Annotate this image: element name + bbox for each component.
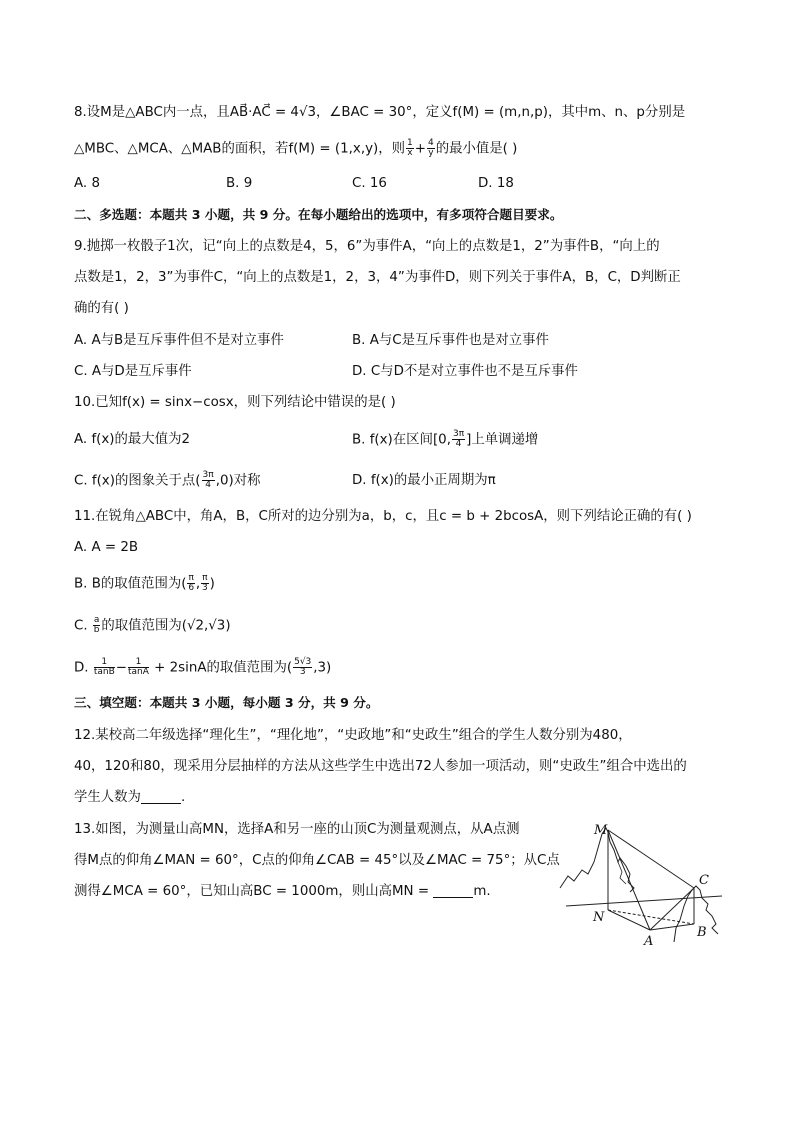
- q10-option-b: [352, 430, 538, 451]
- q10-option-c-text: C. f(x)的图象关于点(: [74, 473, 201, 489]
- mountain-figure: [556, 818, 726, 948]
- q10-line1: 10.已知f(x) = sinx−cosx，则下列结论中错误的是( ): [74, 395, 396, 410]
- q11-option-d: [74, 658, 331, 679]
- q13-line3-end: m.: [473, 884, 491, 899]
- minus-sign: −: [115, 660, 127, 676]
- frac-num: a: [93, 615, 100, 625]
- q8-line2-end: 的最小值是( ): [435, 141, 518, 157]
- q11-option-b: B. B的取值范围为( $\frac{\pi}{6}$ , $\frac{\pi}{3}$ ): [74, 573, 215, 593]
- frac-den: y: [428, 148, 434, 158]
- section-3-heading: 三、填空题：本题共 3 小题，每小题 3 分，共 9 分。: [74, 695, 379, 710]
- q11-option-a: A. A = 2B: [74, 540, 139, 555]
- q9-option-d: D. C与D不是对立事件也不是互斥事件: [352, 364, 578, 379]
- frac-den: 4: [455, 439, 462, 449]
- q12-line3-text: 学生人数为: [74, 790, 141, 805]
- q9-option-a: A. A与B是互斥事件但不是对立事件: [74, 333, 284, 348]
- fraction-a-over-b: [93, 616, 101, 635]
- q9-line2: 点数是1，2，3”为事件C，“向上的点数是1，2，3，4”为事件D，则下列关于事件A，B，C，D判断正: [74, 270, 681, 285]
- q10-option-b-text: B. f(x)在区间[0,: [352, 432, 451, 448]
- q10-option-c: [74, 471, 260, 492]
- q10-option-c-end: ,0)对称: [215, 473, 261, 489]
- segment-ab: [650, 924, 694, 930]
- plus-sign: +: [414, 141, 426, 157]
- q9-line1: 9.抛掷一枚骰子1次，记“向上的点数是4，5，6”为事件A，“向上的点数是1，2”为事件B，“向上的: [74, 239, 660, 254]
- frac-den: 3: [299, 667, 306, 677]
- mountain-m-ridge: [618, 862, 626, 884]
- fraction-pi-over-3: [201, 574, 208, 593]
- answer-blank[interactable]: [141, 789, 181, 804]
- frac-num: π: [188, 573, 194, 583]
- q11-option-c: [74, 616, 231, 637]
- frac-num: π: [202, 573, 208, 583]
- q12-line1: 12.某校高二年级选择“理化生”，“理化地”，“史政地”和“史政生”组合的学生人数分别为480，: [74, 728, 632, 743]
- frac-num: 1: [128, 658, 149, 668]
- frac-den: b: [93, 625, 100, 635]
- q8-option-d: D. 18: [478, 176, 514, 191]
- ground-line: [566, 896, 722, 906]
- q11-option-b-end: ): [209, 576, 215, 592]
- q10-option-d: D. f(x)的最小正周期为π: [352, 473, 496, 488]
- q8-line2-text: △MBC、△MCA、△MAB的面积，若f(M) = (1,x,y)，则: [74, 141, 406, 157]
- q12-line3-end: .: [180, 790, 186, 805]
- q8-line2: [74, 139, 517, 160]
- q11-option-c-label: C.: [74, 618, 92, 634]
- frac-den: 4: [205, 480, 211, 490]
- frac-den: tanB: [93, 667, 115, 677]
- answer-blank[interactable]: [433, 883, 473, 898]
- frac-den: tanA: [128, 667, 149, 677]
- q10-option-b-end: ]上单调递增: [466, 432, 539, 448]
- label-a: A: [644, 934, 654, 948]
- frac-den: x: [407, 148, 413, 158]
- q12-line3: [74, 788, 185, 808]
- q11-option-d-label: D.: [74, 660, 93, 676]
- fraction-1-over-x: [406, 139, 414, 158]
- q8-option-b: B. 9: [226, 176, 253, 191]
- q11-option-c-text: 的取值范围为(√2,√3): [101, 618, 231, 634]
- frac-num: 4: [427, 138, 434, 148]
- fraction-3pi-over-4: [202, 471, 215, 490]
- q10-option-a: A. f(x)的最大值为2: [74, 432, 190, 447]
- frac-num: 1: [94, 658, 115, 668]
- section-2-heading: 二、多选题：本题共 3 小题，共 9 分。在每小题给出的选项中，有多项符合题目要求。: [74, 207, 563, 222]
- q11-option-d-end: ,3): [313, 660, 332, 676]
- fraction-3pi-over-4: [452, 430, 465, 449]
- frac-num: 5√3: [294, 657, 312, 667]
- frac-den: 6: [188, 583, 195, 593]
- label-b: B: [697, 925, 707, 940]
- segment-ca: [650, 888, 694, 930]
- segment-ma: [608, 830, 650, 930]
- frac-num: 3π: [202, 470, 214, 480]
- q9-option-b: B. A与C是互斥事件也是对立事件: [352, 333, 549, 348]
- q8-option-a: A. 8: [74, 176, 100, 191]
- q13-line2: 得M点的仰角∠MAN = 60°，C点的仰角∠CAB = 45°以及∠MAC = 75°；从C点: [74, 853, 560, 868]
- label-n: N: [593, 910, 605, 925]
- q13-line3-text: 测得∠MCA = 60°，已知山高BC = 1000m，则山高MN =: [74, 884, 430, 899]
- frac-num: 1: [407, 138, 413, 148]
- frac-den: 3: [202, 583, 208, 593]
- fraction-5sqrt3-over-3: [293, 658, 312, 677]
- q11-option-d-text: + 2sinA的取值范围为(: [154, 660, 293, 676]
- mountain-c-outline: [674, 886, 718, 942]
- q8-line1: 8.设M是△ABC内一点，且AB⃗·AC⃗ = 4√3，∠BAC = 30°，定义f(M) = (m,n,p)，其中m、n、p分别是: [74, 105, 686, 120]
- q12-line2: 40，120和80，现采用分层抽样的方法从这些学生中选出72人参加一项活动，则“史政生”组合中选出的: [74, 759, 687, 774]
- label-m: M: [594, 823, 608, 838]
- fraction-pi-over-6: [187, 574, 194, 593]
- q9-line3: 确的有( ): [74, 301, 129, 316]
- q9-option-c: C. A与D是互斥事件: [74, 364, 192, 379]
- q11-line1: 11.在锐角△ABC中，角A，B，C所对的边分别为a，b，c，且c = b + 2bcosA，则下列结论正确的有( ): [74, 509, 692, 524]
- q13-line3: [74, 882, 491, 902]
- fraction-1-over-tanA: [128, 658, 149, 677]
- fraction-4-over-y: [427, 139, 435, 158]
- fraction-1-over-tanB: [94, 658, 115, 677]
- frac-num: 3π: [452, 429, 465, 439]
- label-c: C: [699, 873, 709, 888]
- q13-line1: 13.如图，为测量山高MN，选择A和另一座的山顶C为测量观测点，从A点测: [74, 822, 520, 837]
- q8-option-c: C. 16: [352, 176, 387, 191]
- q11-option-b-text: B. B的取值范围为(: [74, 576, 187, 592]
